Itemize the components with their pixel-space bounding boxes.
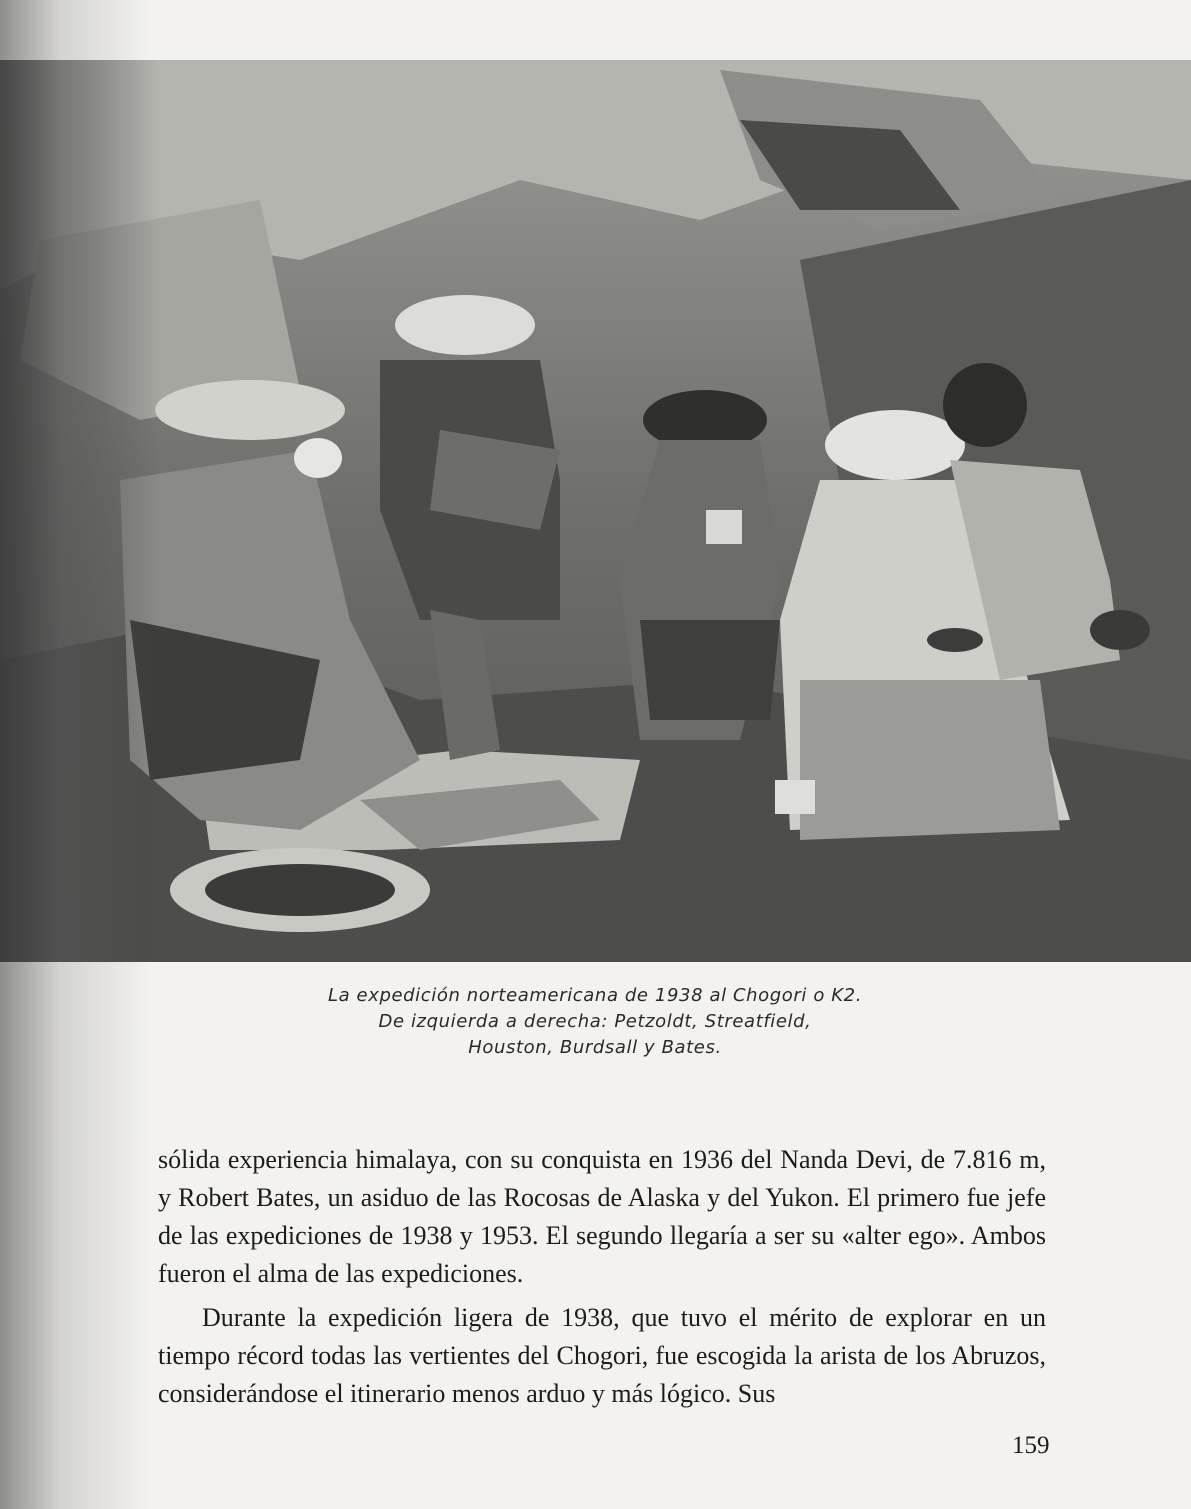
photo-illustration: [0, 60, 1191, 962]
page-number: 159: [1012, 1432, 1050, 1459]
expedition-photo: [0, 60, 1191, 962]
paragraph-2: Durante la expedición ligera de 1938, que tuvo el mérito de explorar en un tiempo récord todas las vertientes del Chogori, fue escogida la arista de los Abruzos, considerándose el itinerario menos arduo y más lógico. Sus: [158, 1303, 1046, 1408]
photo-caption: [230, 983, 960, 1061]
caption-line-3: Houston, Burdsall y Bates.: [468, 1037, 722, 1058]
caption-line-2: De izquierda a derecha: Petzoldt, Streatfield,: [378, 1011, 812, 1032]
body-text: [158, 1141, 1046, 1413]
caption-line-1: La expedición norteamericana de 1938 al Chogori o K2.: [327, 985, 863, 1006]
paragraph-1: sólida experiencia himalaya, con su conquista en 1936 del Nanda Devi, de 7.816 m, y Robert Bates, un asiduo de las Rocosas de Alaska y del Yukon. El primero fue jefe de las expediciones de 1938 y 1953. El segundo llegaría a ser su «alter ego». Ambos fueron el alma de las expediciones.: [158, 1145, 1046, 1288]
